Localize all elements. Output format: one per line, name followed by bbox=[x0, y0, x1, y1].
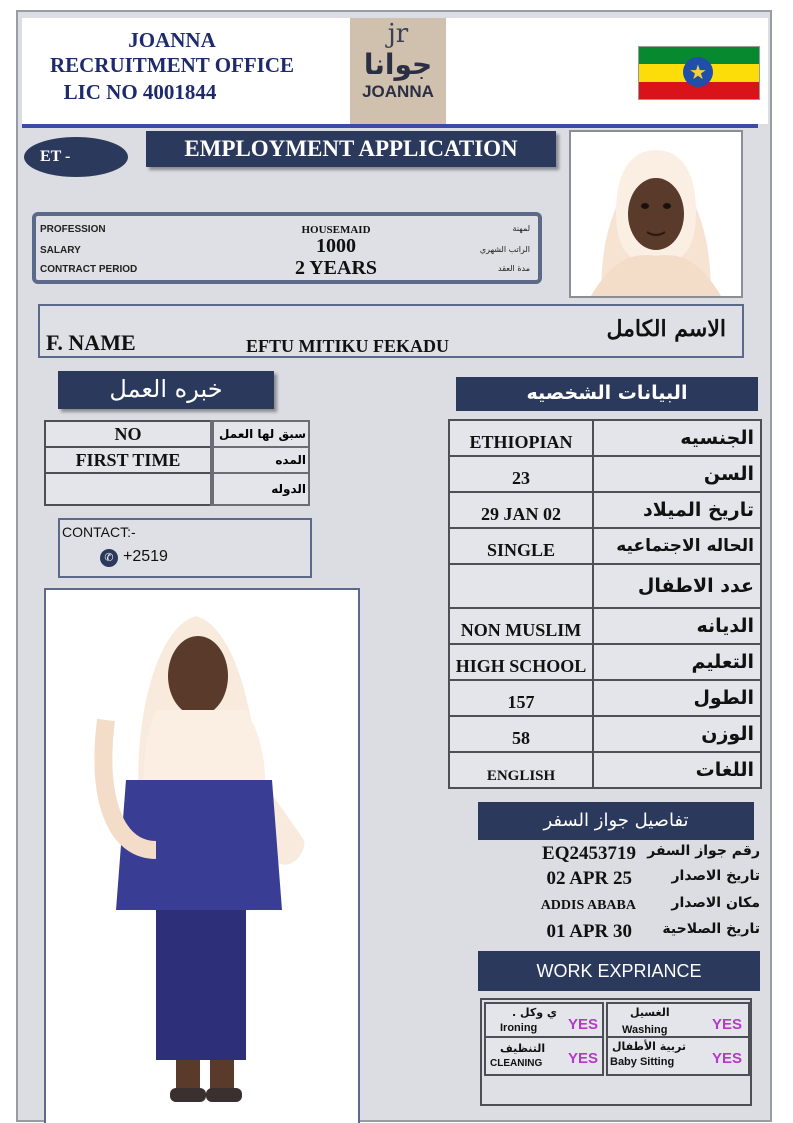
skill-label-ar: تربية الأطفال bbox=[612, 1040, 687, 1053]
skill-label: CLEANING bbox=[490, 1058, 543, 1069]
personal-value: SINGLE bbox=[449, 528, 593, 564]
table-row bbox=[45, 447, 309, 473]
personal-value: 29 JAN 02 bbox=[449, 492, 593, 528]
table-row bbox=[449, 564, 761, 608]
salary-value: 1000 bbox=[316, 235, 356, 257]
salary-label: SALARY bbox=[40, 245, 81, 256]
skill-label: Washing bbox=[622, 1024, 668, 1036]
contact-box bbox=[58, 518, 312, 578]
experience-table bbox=[44, 420, 310, 506]
table-row bbox=[449, 680, 761, 716]
flag-star-icon: ★ bbox=[683, 57, 713, 87]
experience-value: NO bbox=[45, 421, 212, 447]
skill-status: YES bbox=[568, 1050, 599, 1067]
passport-number-value: EQ2453719 bbox=[542, 843, 636, 864]
profession-label: PROFESSION bbox=[40, 224, 106, 235]
personal-label: الحاله الاجتماعيه bbox=[593, 528, 761, 564]
experience-label: الدوله bbox=[212, 473, 309, 505]
issue-place-row bbox=[476, 895, 760, 919]
table-row bbox=[449, 716, 761, 752]
passport-number-row bbox=[476, 843, 760, 867]
header bbox=[22, 18, 768, 124]
issue-place-value: ADDIS ABABA bbox=[540, 898, 636, 913]
job-details-panel bbox=[32, 212, 542, 284]
table-row bbox=[449, 492, 761, 528]
skill-label-ar: ي وكل . bbox=[512, 1006, 557, 1019]
personal-data-table bbox=[448, 419, 762, 789]
expiry-date-value: 01 APR 30 bbox=[546, 921, 632, 942]
personal-label: اللغات bbox=[593, 752, 761, 788]
profession-label-ar: لمهنة bbox=[512, 224, 530, 233]
work-experience-heading: WORK EXPRIANCE bbox=[478, 951, 760, 991]
passport-number-label: رقم جواز السفر bbox=[647, 843, 760, 859]
logo-mark: jr bbox=[387, 19, 409, 49]
ethiopia-flag-icon bbox=[638, 46, 760, 100]
skill-cleaning bbox=[484, 1036, 604, 1076]
form-title: EMPLOYMENT APPLICATION bbox=[146, 131, 556, 167]
personal-label: الوزن bbox=[593, 716, 761, 752]
skill-label: Baby Sitting bbox=[610, 1056, 675, 1068]
personal-label: تاريخ الميلاد bbox=[593, 492, 761, 528]
personal-label: الجنسيه bbox=[593, 420, 761, 456]
skill-label: Ironing bbox=[500, 1022, 538, 1034]
personal-value: 58 bbox=[449, 716, 593, 752]
full-name-box bbox=[38, 304, 744, 358]
skill-status: YES bbox=[712, 1016, 743, 1033]
experience-heading: خبره العمل bbox=[58, 371, 274, 409]
license-number: LIC NO 4001844 bbox=[63, 80, 217, 104]
personal-label: السن bbox=[593, 456, 761, 492]
expiry-date-label: تاريخ الصلاحية bbox=[662, 921, 760, 937]
full-name-label: F. NAME bbox=[46, 330, 136, 355]
personal-data-heading: البيانات الشخصيه bbox=[456, 377, 758, 411]
personal-value bbox=[449, 564, 593, 608]
passport-heading: تفاصيل جواز السفر bbox=[478, 802, 754, 840]
personal-value: ETHIOPIAN bbox=[449, 420, 593, 456]
office-name-line2: RECRUITMENT OFFICE bbox=[49, 53, 295, 77]
contract-period-value: 2 YEARS bbox=[294, 257, 378, 279]
experience-label: المده bbox=[212, 447, 309, 473]
skill-status: YES bbox=[568, 1016, 599, 1033]
phone-icon: ✆ bbox=[100, 549, 118, 567]
table-row bbox=[449, 752, 761, 788]
logo-english: JOANNA bbox=[362, 82, 434, 101]
table-row bbox=[45, 421, 309, 447]
portrait-illustration bbox=[571, 132, 741, 296]
issue-date-label: تاريخ الاصدار bbox=[671, 868, 760, 884]
issue-date-row bbox=[476, 868, 760, 892]
full-body-illustration bbox=[46, 590, 358, 1123]
table-row bbox=[449, 528, 761, 564]
personal-value: NON MUSLIM bbox=[449, 608, 593, 644]
skill-baby-sitting bbox=[606, 1036, 750, 1076]
contract-period-label: CONTRACT PERIOD bbox=[40, 264, 138, 275]
personal-label: التعليم bbox=[593, 644, 761, 680]
experience-value: FIRST TIME bbox=[45, 447, 212, 473]
table-row bbox=[449, 644, 761, 680]
issue-place-label: مكان الاصدار bbox=[671, 895, 760, 911]
table-row bbox=[45, 473, 309, 505]
table-row bbox=[449, 608, 761, 644]
expiry-date-row bbox=[476, 921, 760, 945]
table-row bbox=[449, 456, 761, 492]
personal-label: عدد الاطفال bbox=[593, 564, 761, 608]
personal-value: 157 bbox=[449, 680, 593, 716]
reference-code: ET - bbox=[24, 137, 128, 177]
header-divider bbox=[22, 124, 758, 128]
personal-label: الديانه bbox=[593, 608, 761, 644]
work-skills-box bbox=[480, 998, 752, 1106]
skill-label-ar: الغسيل bbox=[630, 1006, 670, 1019]
issue-date-value: 02 APR 25 bbox=[546, 868, 632, 889]
contact-label: CONTACT:- bbox=[62, 524, 136, 540]
profession-value: HOUSEMAID bbox=[301, 224, 371, 236]
office-name-line1: JOANNA bbox=[128, 28, 216, 52]
personal-label: الطول bbox=[593, 680, 761, 716]
salary-label-ar: الراتب الشهري bbox=[479, 245, 530, 254]
table-row bbox=[449, 420, 761, 456]
logo-arabic: جوانا bbox=[363, 48, 433, 81]
full-name-value: EFTU MITIKU FEKADU bbox=[246, 336, 450, 356]
personal-value: HIGH SCHOOL bbox=[449, 644, 593, 680]
personal-value: ENGLISH bbox=[449, 752, 593, 788]
skill-status: YES bbox=[712, 1050, 743, 1067]
experience-value bbox=[45, 473, 212, 505]
full-name-label-ar: الاسم الكامل bbox=[606, 316, 726, 342]
full-body-photo bbox=[44, 588, 360, 1123]
contact-phone[interactable]: +2519 bbox=[123, 548, 168, 565]
experience-label: سبق لها العمل bbox=[212, 421, 309, 447]
portrait-photo bbox=[569, 130, 743, 298]
personal-value: 23 bbox=[449, 456, 593, 492]
agency-logo bbox=[350, 18, 446, 124]
contract-period-label-ar: مدة العقد bbox=[498, 264, 530, 273]
skill-label-ar: التنظيف bbox=[500, 1042, 546, 1055]
